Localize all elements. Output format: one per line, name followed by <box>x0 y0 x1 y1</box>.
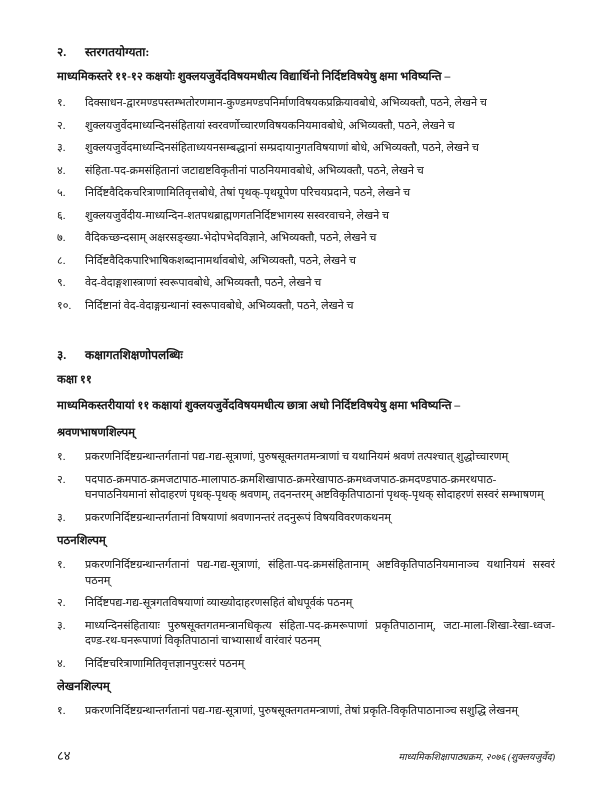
item-number: ४. <box>57 657 66 670</box>
item-number: १०. <box>57 299 72 312</box>
item-text: निर्दिष्टचरित्राणामितिवृत्तज्ञानपुरःसरं पठनम् <box>85 657 245 670</box>
list-item <box>57 164 555 180</box>
list-item <box>57 619 555 650</box>
section-2-number: २. <box>57 45 67 59</box>
item-number: २. <box>57 119 66 132</box>
item-text: पदपाठ-क्रमपाठ-क्रमजटापाठ-मालापाठ-क्रमशिखापाठ-क्रमरेखापाठ-क्रमध्वजपाठ-क्रमदण्डपाठ-क्रमरथपाठ-घनपाठनियमानां सोदाहरणं पृथक्-पृथक् श्रवणम्, तदनन्तरम् अष्टविकृतिपाठानां पृथक्-पृथक् सोदाहरणं सस्वरं सम्भाषणम् <box>85 473 544 501</box>
pathana-list <box>57 558 555 672</box>
item-number: १. <box>57 559 66 571</box>
section-2-title: स्तरगतयोग्यता: <box>85 45 150 59</box>
item-number: ३. <box>57 142 66 154</box>
item-text: वैदिकच्छन्दसाम् अक्षरसङ्ख्या-भेदोपभेदविज्ञाने, अभिव्यक्तौ, पठने, लेखने च <box>85 232 377 244</box>
item-number: ५. <box>57 187 66 199</box>
lekhana-list <box>57 704 555 720</box>
section-2-list <box>57 96 555 314</box>
item-text: निर्दिष्टानां वेद-वेदाङ्गग्रन्थानां स्वरूपावबोधे, अभिव्यक्तौ, पठने, लेखने च <box>85 299 354 312</box>
section-2-heading <box>57 44 555 60</box>
list-item <box>57 231 555 247</box>
subsection-heading-shravana: श्रवणभाषणशिल्पम् <box>57 427 136 439</box>
list-item <box>57 186 555 202</box>
item-text: संहिता-पद-क्रमसंहितानां जटाद्यष्टविकृतीनां पाठनियमावबोधे, अभिव्यक्तौ, पठने, लेखने च <box>85 164 424 177</box>
item-text: निर्दिष्टपद्य-गद्य-सूत्रगतविषयाणां व्याख्योदाहरणसहितं बोधपूर्वकं पठनम् <box>85 597 353 609</box>
list-item <box>57 450 555 466</box>
list-item <box>57 276 555 292</box>
footer-source: माध्यमिकशिक्षापाठ्यक्रम, २०७६ (शुक्लयजुर्वेद) <box>398 753 555 763</box>
class-label: कक्षा ११ <box>57 374 92 386</box>
list-item <box>57 254 555 270</box>
item-text: प्रकरणनिर्दिष्टग्रन्थान्तर्गतानां पद्य-गद्य-सूत्राणां, पुरुषसूक्तगतमन्त्राणां च यथानियमं श्रवणं तत्पश्चात् शुद्धोच्चारणम् <box>85 451 509 463</box>
section-3-title: कक्षागतशिक्षणोपलब्धिः <box>85 348 183 362</box>
list-item <box>57 473 555 504</box>
list-item <box>57 141 555 157</box>
list-item <box>57 657 555 673</box>
item-text: शुक्लयजुर्वेदमाध्यन्दिनसंहिताध्ययनसम्बद्धानां सम्प्रदायानुगतविषयाणां बोधे, अभिव्यक्तौ, पठने, लेखने च <box>85 142 479 154</box>
item-text: शुक्लयजुर्वेदीय-माध्यन्दिन-शतपथब्राह्मणगतनिर्दिष्टभागस्य सस्वरवाचने, लेखने च <box>85 209 389 222</box>
item-number: ८. <box>57 254 66 267</box>
item-number: ७. <box>57 232 66 244</box>
shravana-list <box>57 450 555 526</box>
list-item <box>57 119 555 135</box>
item-text: निर्दिष्टवैदिकपारिभाषिकशब्दानामर्थावबोधे, अभिव्यक्तौ, पठने, लेखने च <box>85 254 356 267</box>
item-text: वेद-वेदाङ्गशास्त्राणां स्वरूपावबोधे, अभिव्यक्तौ, पठने, लेखने च <box>85 277 322 289</box>
list-item <box>57 558 555 589</box>
subsection-heading-lekhana: लेखनशिल्पम् <box>57 681 110 693</box>
item-number: १. <box>57 705 66 717</box>
section-3-number: ३. <box>57 348 67 362</box>
item-number: ४. <box>57 164 66 177</box>
section-2-intro: माध्यमिकस्तरे ११-१२ कक्षयोः शुक्लयजुर्वेदविषयमधीत्य विद्यार्थिनो निर्दिष्टविषयेषु क्षमा भविष्यन्ति – <box>57 71 451 83</box>
list-item <box>57 209 555 225</box>
list-item <box>57 299 555 315</box>
item-number: १. <box>57 451 66 463</box>
page-footer <box>57 746 555 764</box>
item-text: प्रकरणनिर्दिष्टग्रन्थान्तर्गतानां पद्य-गद्य-सूत्राणां, पुरुषसूक्तगतमन्त्राणां, तेषां प्रकृति-विकृतिपाठानाञ्च सशुद्धि लेखनम् <box>85 705 518 717</box>
list-item <box>57 596 555 612</box>
page-number: ८४ <box>57 748 71 763</box>
item-text: निर्दिष्टवैदिकचरित्राणामितिवृत्तबोधे, तेषां पृथक्-पृथग्रूपेण परिचयप्रदाने, पठने, लेखने च <box>85 187 411 199</box>
section-3-intro: माध्यमिकस्तरीयायां ११ कक्षायां शुक्लयजुर्वेदविषयमधीत्य छात्रा अधो निर्दिष्टविषयेषु क्षमा भविष्यन्ति – <box>57 400 461 412</box>
item-number: २. <box>57 473 66 486</box>
item-number: २. <box>57 597 66 609</box>
list-item <box>57 704 555 720</box>
list-item <box>57 511 555 527</box>
section-gap <box>57 321 555 347</box>
list-item <box>57 96 555 112</box>
item-number: १. <box>57 97 66 109</box>
section-3-heading <box>57 347 555 363</box>
item-number: ९. <box>57 277 66 289</box>
item-number: ३. <box>57 619 66 632</box>
item-number: ६. <box>57 209 66 222</box>
item-number: ३. <box>57 511 66 524</box>
item-text: प्रकरणनिर्दिष्टग्रन्थान्तर्गतानां विषयाणां श्रवणानन्तरं तदनुरूपं विषयविवरणकथनम् <box>85 511 391 524</box>
item-text: प्रकरणनिर्दिष्टग्रन्थान्तर्गतानां पद्य-गद्य-सूत्राणां, संहिता-पद-क्रमसंहितानाम् अष्टविकृतिपाठनियमानाञ्च यथानियमं सस्वरं पठनम् <box>85 559 555 587</box>
item-text: दिक्साधन-द्वारमण्डपस्तम्भतोरणमान-कुण्डमण्डपनिर्माणविषयकप्रक्रियावबोधे, अभिव्यक्तौ, पठने, लेखने च <box>85 97 487 109</box>
item-text: माध्यन्दिनसंहितायाः पुरुषसूक्तगतमन्त्रानधिकृत्य संहिता-पद-क्रमरूपाणां प्रकृतिपाठानाम्, जटा-माला-शिखा-रेखा-ध्वज-दण्ड-रथ-घनरूपाणां विकृतिपाठानां चाभ्यासार्थं वारंवारं पठनम् <box>85 619 555 647</box>
subsection-heading-pathana: पठनशिल्पम् <box>57 535 106 547</box>
item-text: शुक्लयजुर्वेदमाध्यन्दिनसंहितायां स्वरवर्णोच्चारणविषयकनियमावबोधे, अभिव्यक्तौ, पठने, लेखने च <box>85 119 455 132</box>
